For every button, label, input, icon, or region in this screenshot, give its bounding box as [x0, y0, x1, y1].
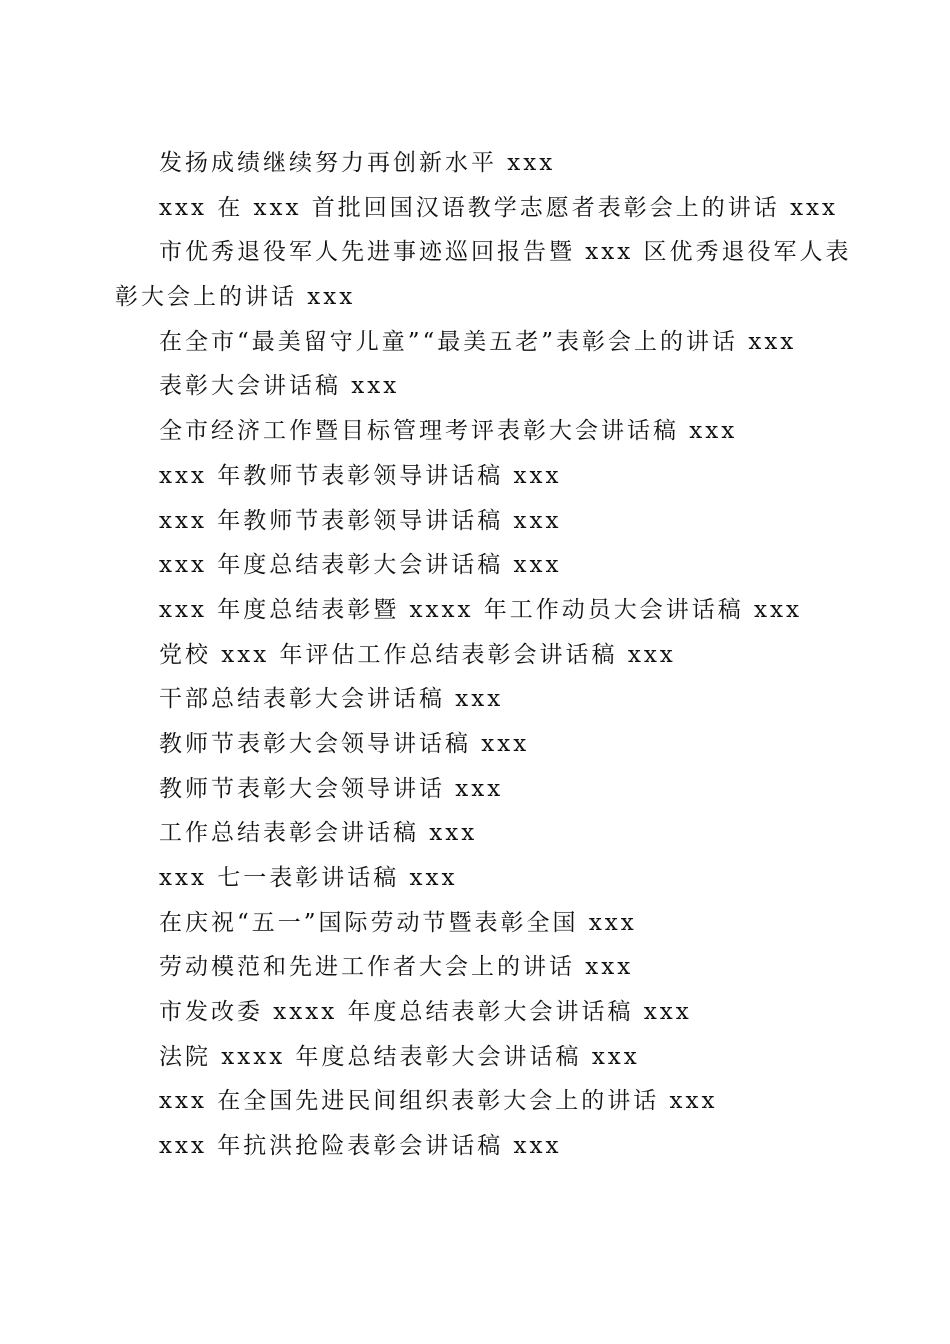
text-line: xxx 在 xxx 首批回国汉语教学志愿者表彰会上的讲话 xxx: [159, 194, 838, 221]
text-line: 干部总结表彰大会讲话稿 xxx: [159, 686, 504, 713]
text-line: xxx 年教师节表彰领导讲话稿 xxx: [159, 462, 562, 489]
text-line: xxx 年度总结表彰大会讲话稿 xxx: [159, 552, 562, 579]
text-line: 市优秀退役军人先进事迹巡回报告暨 xxx 区优秀退役军人表: [159, 239, 852, 266]
text-line: 在庆祝“五一”国际劳动节暨表彰全国 xxx: [159, 909, 637, 936]
text-line: 教师节表彰大会领导讲话 xxx: [159, 775, 504, 802]
text-line: 工作总结表彰会讲话稿 xxx: [159, 820, 478, 847]
text-line: 市发改委 xxxx 年度总结表彰大会讲话稿 xxx: [159, 999, 692, 1026]
text-line-continuation: 彰大会上的讲话 xxx: [115, 284, 356, 311]
text-line: 全市经济工作暨目标管理考评表彰大会讲话稿 xxx: [159, 418, 738, 445]
text-line: xxx 年抗洪抢险表彰会讲话稿 xxx: [159, 1133, 562, 1160]
text-line: 在全市“最美留守儿童”“最美五老”表彰会上的讲话 xxx: [159, 328, 797, 355]
text-line: 表彰大会讲话稿 xxx: [159, 373, 400, 400]
text-line: 党校 xxx 年评估工作总结表彰会讲话稿 xxx: [159, 641, 676, 668]
text-line: 法院 xxxx 年度总结表彰大会讲话稿 xxx: [159, 1043, 640, 1070]
text-line: xxx 年教师节表彰领导讲话稿 xxx: [159, 507, 562, 534]
text-line: 发扬成绩继续努力再创新水平 xxx: [159, 150, 556, 176]
text-line: xxx 在全国先进民间组织表彰大会上的讲话 xxx: [159, 1088, 718, 1115]
document-body: [115, 141, 852, 1169]
text-line: xxx 年度总结表彰暨 xxxx 年工作动员大会讲话稿 xxx: [159, 596, 802, 623]
text-line: 教师节表彰大会领导讲话稿 xxx: [159, 730, 530, 757]
text-line: 劳动模范和先进工作者大会上的讲话 xxx: [159, 954, 634, 981]
text-line: xxx 七一表彰讲话稿 xxx: [159, 865, 458, 891]
